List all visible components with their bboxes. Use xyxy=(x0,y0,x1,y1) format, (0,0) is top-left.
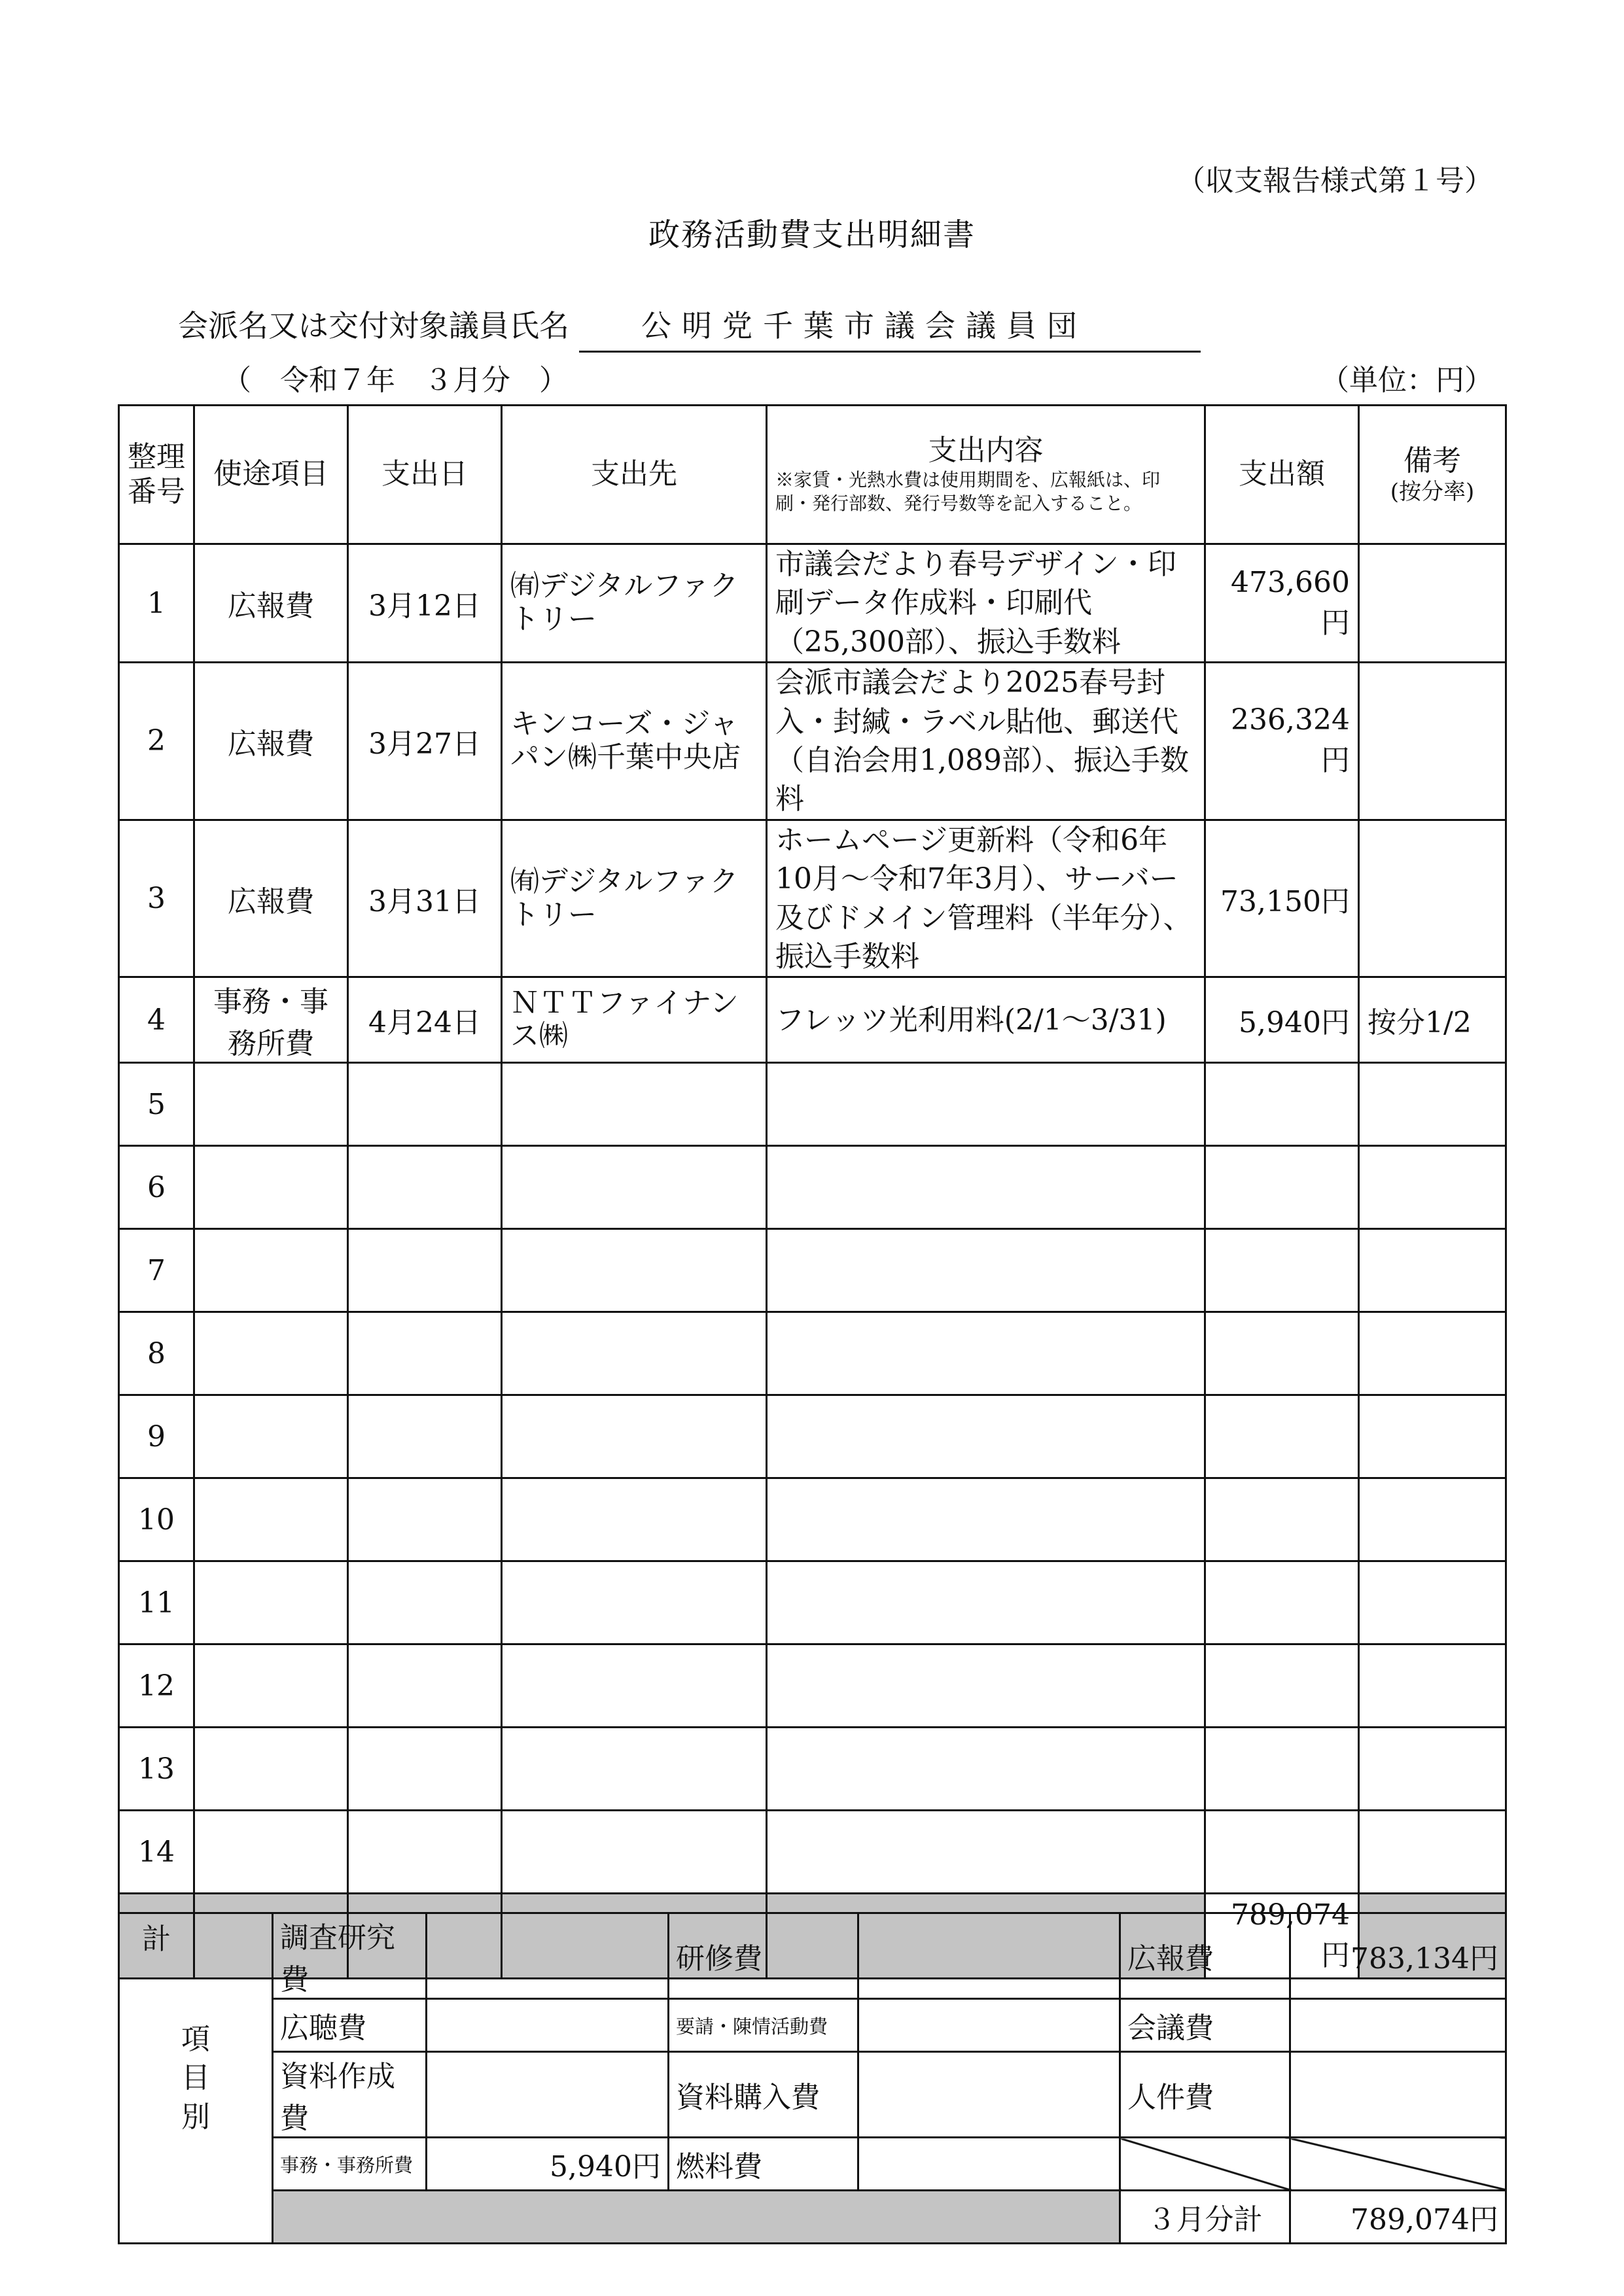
value-chosa xyxy=(427,1913,669,1999)
row-number: 10 xyxy=(119,1478,194,1561)
expense-table xyxy=(118,404,1507,1979)
summary-by-item-table xyxy=(118,1912,1507,2244)
label-kocho: 広聴費 xyxy=(273,1999,427,2052)
row-payee: ㈲デジタルファクトリー xyxy=(502,820,767,977)
header-remarks xyxy=(1359,406,1506,544)
faction-name: 公明党千葉市議会議員団 xyxy=(579,302,1201,353)
label-yosei: 要請・陳情活動費 xyxy=(669,1999,858,2052)
table-row xyxy=(119,663,1506,820)
row-number: 1 xyxy=(119,544,194,663)
header-content xyxy=(767,406,1205,544)
period: （ 令和７年 ３月分 ） xyxy=(222,364,568,397)
value-kenshu xyxy=(858,1913,1120,1999)
value-shiryo-konyu xyxy=(858,2052,1120,2138)
total-amount: 789,074円 xyxy=(1205,1894,1359,1979)
header-remarks-sub: (按分率) xyxy=(1390,478,1475,505)
row-date: 4月24日 xyxy=(348,977,502,1063)
table-row xyxy=(119,1312,1506,1395)
label-nenryo: 燃料費 xyxy=(669,2138,858,2191)
month-total-amount: 789,074円 xyxy=(1290,2191,1506,2244)
row-date: 3月31日 xyxy=(348,820,502,977)
table-row xyxy=(119,1146,1506,1229)
table-row xyxy=(119,1561,1506,1644)
header-category: 使途項目 xyxy=(194,406,348,544)
row-date: 3月12日 xyxy=(348,544,502,663)
row-content: 会派市議会だより2025春号封入・封緘・ラベル貼他、郵送代（自治会用1,089部）、振込手数料 xyxy=(767,663,1205,820)
row-number: 13 xyxy=(119,1728,194,1811)
row-number: 8 xyxy=(119,1312,194,1395)
row-remarks xyxy=(1359,544,1506,663)
header-content-note: ※家賃・光熱水費は使用期間を、広報紙は、印刷・発行部数、発行号数等を記入すること。 xyxy=(775,468,1161,514)
value-yosei xyxy=(858,1999,1120,2052)
label-kaigi: 会議費 xyxy=(1120,1999,1290,2052)
row-number: 12 xyxy=(119,1644,194,1728)
row-number: 3 xyxy=(119,820,194,977)
row-number: 2 xyxy=(119,663,194,820)
label-chosa: 調査研究費 xyxy=(273,1913,427,1999)
table-row xyxy=(119,1478,1506,1561)
row-amount: 236,324円 xyxy=(1205,663,1359,820)
value-jimu: 5,940円 xyxy=(427,2138,669,2191)
row-number: 9 xyxy=(119,1395,194,1478)
table-row xyxy=(119,1063,1506,1146)
row-number: 11 xyxy=(119,1561,194,1644)
value-kaigi xyxy=(1290,1999,1506,2052)
label-shiryo-sakusei: 資料作成費 xyxy=(273,2052,427,2138)
row-number: 6 xyxy=(119,1146,194,1229)
diagonal-cell xyxy=(1120,2138,1290,2191)
header-date: 支出日 xyxy=(348,406,502,544)
row-category: 事務・事務所費 xyxy=(194,977,348,1063)
row-payee: ＮＴＴファイナンス㈱ xyxy=(502,977,767,1063)
unit-label: （単位：円） xyxy=(1320,364,1493,397)
row-content: ホームページ更新料（令和6年10月～令和7年3月）、サーバー及びドメイン管理料（半年分）、振込手数料 xyxy=(767,820,1205,977)
label-shiryo-konyu: 資料購入費 xyxy=(669,2052,858,2138)
row-number: 7 xyxy=(119,1229,194,1312)
table-row xyxy=(119,977,1506,1063)
row-category: 広報費 xyxy=(194,820,348,977)
label-jinken: 人件費 xyxy=(1120,2052,1290,2138)
table-row xyxy=(119,1644,1506,1728)
row-content: 市議会だより春号デザイン・印刷データ作成料・印刷代（25,300部）、振込手数料 xyxy=(767,544,1205,663)
value-jinken xyxy=(1290,2052,1506,2138)
row-number: 14 xyxy=(119,1811,194,1894)
table-row xyxy=(119,544,1506,663)
table-row xyxy=(119,1728,1506,1811)
summary-side-label: 項 目 別 xyxy=(119,1913,273,2244)
row-payee: キンコーズ・ジャパン㈱千葉中央店 xyxy=(502,663,767,820)
total-label: 計 xyxy=(119,1894,194,1979)
table-row xyxy=(119,1395,1506,1478)
header-amount: 支出額 xyxy=(1205,406,1359,544)
table-row xyxy=(119,820,1506,977)
row-number: 4 xyxy=(119,977,194,1063)
row-payee: ㈲デジタルファクトリー xyxy=(502,544,767,663)
faction-label: 会派名又は交付対象議員氏名 xyxy=(178,308,569,343)
row-amount: 473,660円 xyxy=(1205,544,1359,663)
row-category: 広報費 xyxy=(194,663,348,820)
table-row xyxy=(119,1811,1506,1894)
row-content: フレッツ光利用料(2/1～3/31) xyxy=(767,977,1205,1063)
row-remarks xyxy=(1359,820,1506,977)
value-kocho xyxy=(427,1999,669,2052)
header-number: 整理番号 xyxy=(119,406,194,544)
row-number: 5 xyxy=(119,1063,194,1146)
month-total-label: ３月分計 xyxy=(1120,2191,1290,2244)
label-koho: 広報費 xyxy=(1120,1913,1290,1999)
label-kenshu: 研修費 xyxy=(669,1913,858,1999)
form-code: （収支報告様式第１号） xyxy=(1176,164,1493,198)
header-payee: 支出先 xyxy=(502,406,767,544)
table-row xyxy=(119,1229,1506,1312)
gray-filler xyxy=(273,2191,1120,2244)
value-nenryo xyxy=(858,2138,1120,2191)
value-koho: 783,134円 xyxy=(1290,1913,1506,1999)
diagonal-cell xyxy=(1290,2138,1506,2191)
header-content-title: 支出内容 xyxy=(928,433,1044,467)
row-category: 広報費 xyxy=(194,544,348,663)
row-amount: 5,940円 xyxy=(1205,977,1359,1063)
row-amount: 73,150円 xyxy=(1205,820,1359,977)
header-remarks-title: 備考 xyxy=(1403,444,1461,478)
document-title: 政務活動費支出明細書 xyxy=(648,217,976,253)
row-date: 3月27日 xyxy=(348,663,502,820)
row-remarks: 按分1/2 xyxy=(1359,977,1506,1063)
row-remarks xyxy=(1359,663,1506,820)
value-shiryo-sakusei xyxy=(427,2052,669,2138)
label-jimu: 事務・事務所費 xyxy=(273,2138,427,2191)
